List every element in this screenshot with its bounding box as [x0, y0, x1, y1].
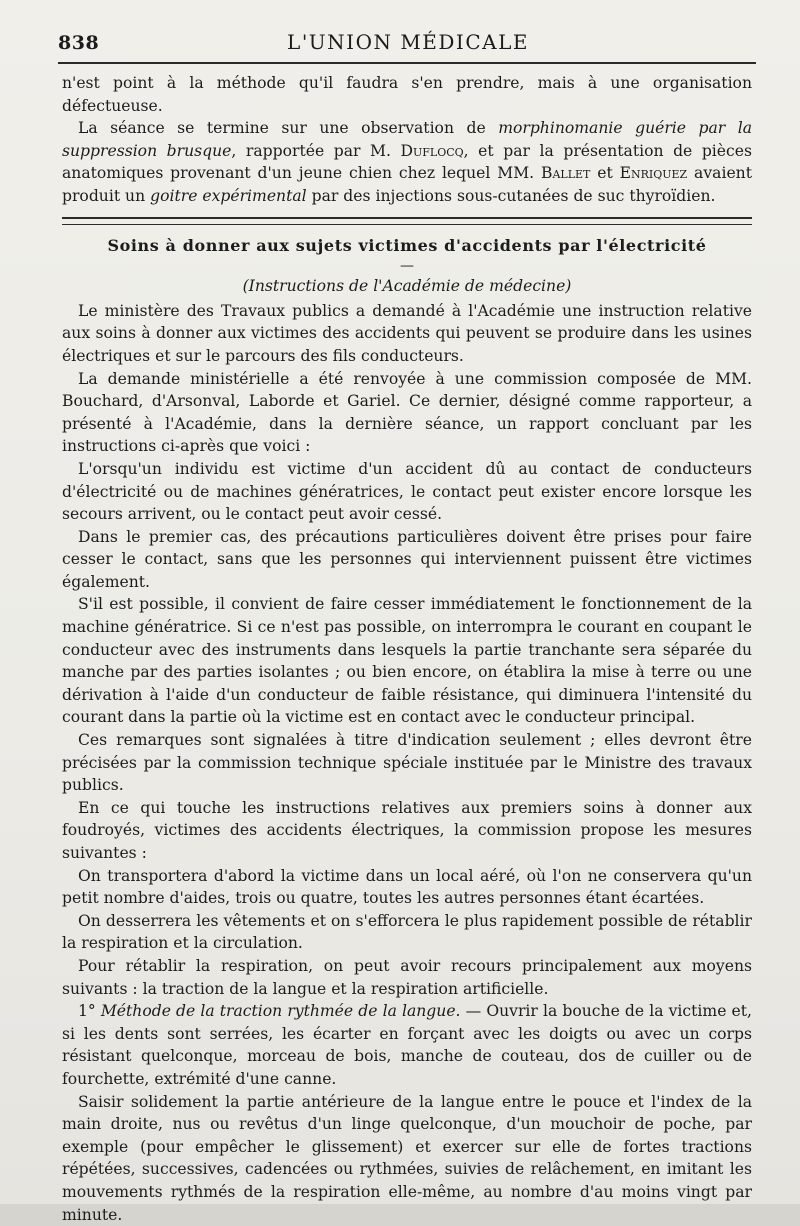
body-paragraph: En ce qui touche les instructions relatives aux premiers soins à donner aux foudroyés, victimes des accidents électriques, la commission propose les mesures suivantes :	[62, 798, 752, 862]
intro-text: par des injections sous-cutanées de suc thyroïdien.	[306, 186, 716, 205]
author-name: Enriquez	[619, 164, 688, 183]
intro-text: , rapportée par M.	[231, 141, 401, 160]
body-paragraph: On desserrera les vêtements et on s'efforcera le plus rapidement possible de rétablir la respiration et la circulation.	[62, 911, 752, 953]
body-paragraph: Dans le premier cas, des précautions particulières doivent être prises pour faire cesser le contact, sans que les personnes qui interviennent puissent être victimes également.	[62, 527, 752, 591]
intro-text: et	[590, 164, 620, 183]
running-title: L'UNION MÉDICALE	[287, 30, 529, 54]
intro-paragraph-2	[62, 117, 752, 207]
body-paragraph: Saisir solidement la partie antérieure de la langue entre le pouce et l'index de la main droite, nus ou revêtus d'un linge quelconque, d'un mouchoir de poche, par exemple (pour empêcher le glissement) et exercer sur elle de fortes tractions répétées, successives, cadencées ou rythmées, suivies de relâchement, en imitant les mouvements rythmés de la respiration elle-même, au nombre d'au moins vingt par minute.	[62, 1092, 752, 1224]
body-paragraph: S'il est possible, il convient de faire cesser immédiatement le fonctionnement de la machine génératrice. Si ce n'est pas possible, on interrompra le courant en coupant le conducteur avec des instruments dans lesquels la partie tranchante sera séparée du manche par des parties isolantes ; ou bien encore, on établira la mise à terre ou une dérivation à l'aide d'un conducteur de faible résistance, qui diminuera l'intensité du courant dans la partie où la victime est en contact avec le conducteur principal.	[62, 595, 752, 727]
body-paragraph: L'orsqu'un individu est victime d'un accident dû au contact de conducteurs d'électricité ou de machines génératrices, le contact peut exister encore lorsque les secours arrivent, ou le contact peut avoir cessé.	[62, 459, 752, 524]
author-name: Ballet	[541, 164, 591, 183]
page-header	[58, 30, 758, 56]
body-paragraph: Le ministère des Travaux publics a demandé à l'Académie une instruction relative aux soins à donner aux victimes des accidents qui peuvent se produire dans les usines électriques et sur le parcours des fils conducteurs.	[62, 301, 752, 365]
header-rule	[58, 62, 756, 64]
article-text	[62, 72, 752, 1226]
intro-paragraph-1: n'est point à la méthode qu'il faudra s'en prendre, mais à une organisation défectueuse.	[62, 74, 752, 115]
body-paragraph: Ces remarques sont signalées à titre d'indication seulement ; elles devront être précisées par la commission technique spéciale instituée par le Ministre des travaux publics.	[62, 731, 752, 795]
section-heading: Soins à donner aux sujets victimes d'accidents par l'électricité	[107, 235, 707, 255]
intro-text: La séance se termine sur une observation de	[78, 119, 499, 138]
intro-text: , et par la présentation de pièces anatomiques provenant d'un jeune chien chez lequel MM.	[62, 141, 752, 183]
page-number: 838	[58, 32, 100, 54]
intro-italic: morphinomanie guérie par la suppression brusque	[62, 119, 753, 160]
method-paragraph	[62, 1000, 752, 1090]
method-text: — Ouvrir la bouche de la victime et, si les dents sont serrées, les écarter en forçant avec les doigts ou avec un corps résistant quelconque, morceau de bois, manche de couteau, dos de cuiller ou de fourchette, extrémité d'une canne.	[62, 1002, 752, 1088]
method-number: 1°	[78, 1002, 101, 1021]
heading-dash: —	[400, 258, 414, 275]
body-paragraph: Pour rétablir la respiration, on peut avoir recours principalement aux moyens suivants : la traction de la langue et la respiration artificielle.	[62, 956, 752, 998]
body-paragraph: On transportera d'abord la victime dans un local aéré, où l'on ne conservera qu'un petit nombre d'aides, trois ou quatre, toutes les autres personnes étant écartées.	[62, 866, 752, 908]
section-divider	[62, 217, 752, 225]
body-paragraph: La demande ministérielle a été renvoyée à une commission composée de MM. Bouchard, d'Arsonval, Laborde et Gariel. Ce dernier, désigné comme rapporteur, a présenté à l'Académie, dans la dernière séance, un rapport concluant par les instructions ci-après que voici :	[62, 369, 752, 456]
intro-text: avaient produit un	[62, 164, 752, 205]
section-subheading: (Instructions de l'Académie de médecine)	[242, 277, 572, 296]
intro-italic: goitre expérimental	[150, 186, 307, 205]
author-name: Duflocq	[400, 141, 464, 160]
method-title: Méthode de la traction rythmée de la langue.	[100, 1002, 461, 1021]
